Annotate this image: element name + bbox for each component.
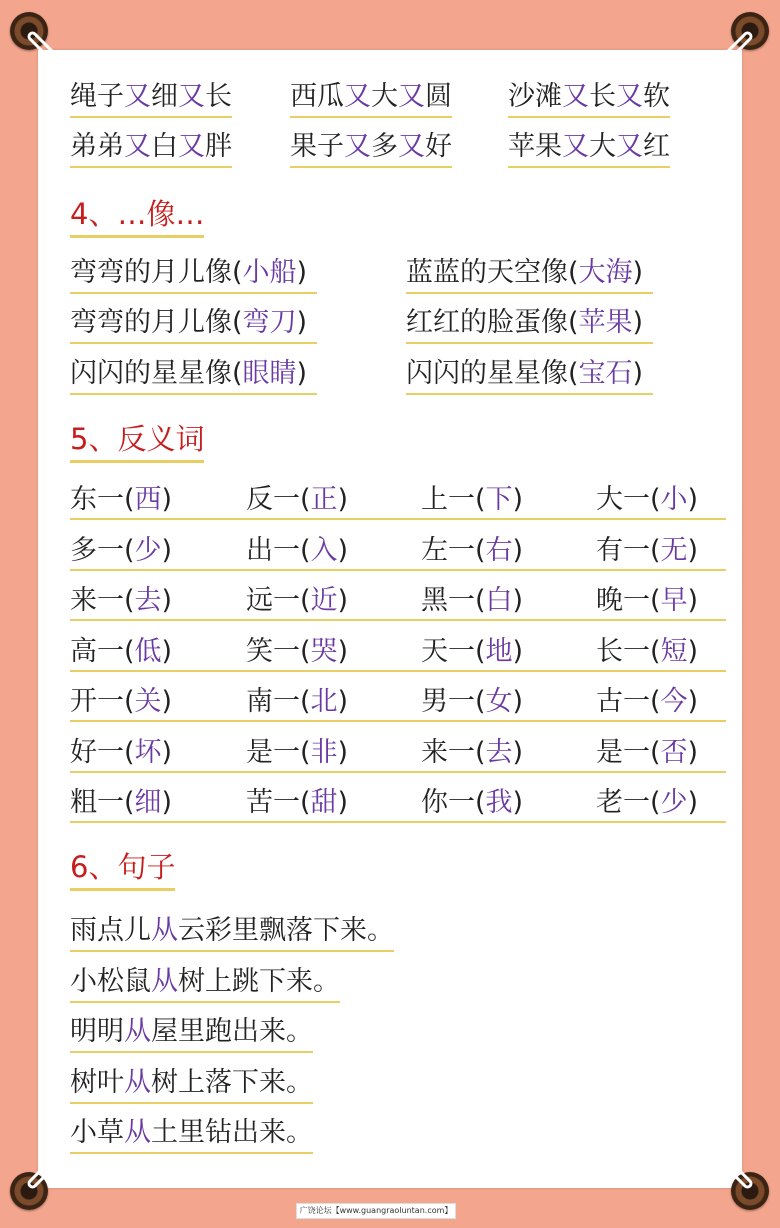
antonym-word: 好一( bbox=[70, 737, 135, 768]
sentence-underline bbox=[70, 1015, 313, 1053]
phrase-highlight: 又 bbox=[178, 81, 205, 112]
phrase-item bbox=[508, 80, 670, 118]
phrase-underline bbox=[508, 130, 670, 168]
antonym-item bbox=[70, 786, 172, 820]
antonym-word: 出一( bbox=[246, 535, 311, 566]
antonym-item bbox=[421, 584, 523, 618]
antonym-answer: 今 bbox=[660, 686, 688, 717]
antonym-close: ) bbox=[337, 484, 349, 515]
antonym-close: ) bbox=[687, 535, 699, 566]
antonym-close: ) bbox=[687, 636, 699, 667]
sentence-underline bbox=[70, 1116, 313, 1154]
antonym-row-underline bbox=[70, 569, 726, 571]
antonym-answer: 去 bbox=[485, 737, 513, 768]
antonym-item bbox=[246, 786, 348, 820]
antonym-item bbox=[246, 635, 348, 669]
phrase-word: 好 bbox=[425, 131, 452, 162]
antonym-word: 来一( bbox=[421, 737, 486, 768]
antonym-word: 粗一( bbox=[70, 787, 135, 818]
antonym-close: ) bbox=[161, 585, 173, 616]
sentence-underline bbox=[70, 1066, 313, 1104]
phrase-item bbox=[290, 130, 452, 168]
sentence-highlight: 从 bbox=[151, 915, 178, 946]
antonym-word: 有一( bbox=[596, 535, 661, 566]
antonym-close: ) bbox=[161, 787, 173, 818]
antonym-word: 是一( bbox=[596, 737, 661, 768]
simile-underline bbox=[406, 357, 653, 395]
antonym-word: 古一( bbox=[596, 686, 661, 717]
antonym-item bbox=[70, 534, 172, 568]
antonym-answer: 细 bbox=[134, 787, 162, 818]
phrase-word: 圆 bbox=[425, 81, 452, 112]
simile-item bbox=[406, 256, 653, 294]
antonym-answer: 低 bbox=[134, 636, 162, 667]
antonym-close: ) bbox=[687, 484, 699, 515]
simile-item bbox=[70, 256, 317, 294]
antonym-close: ) bbox=[687, 585, 699, 616]
antonym-close: ) bbox=[337, 737, 349, 768]
sentence-item bbox=[70, 1116, 313, 1154]
antonym-word: 天一( bbox=[421, 636, 486, 667]
antonym-item bbox=[421, 786, 523, 820]
antonym-close: ) bbox=[161, 737, 173, 768]
footer-watermark: 广饶论坛【www.guangraoluntan.com】 bbox=[296, 1203, 456, 1219]
simile-text: ) bbox=[632, 358, 644, 389]
phrase-item bbox=[70, 80, 232, 118]
antonym-close: ) bbox=[512, 787, 524, 818]
antonym-answer: 近 bbox=[310, 585, 338, 616]
phrase-highlight: 又 bbox=[398, 131, 425, 162]
sentence-text: 土里钻出来。 bbox=[151, 1117, 313, 1148]
antonym-row-underline bbox=[70, 720, 726, 722]
antonym-close: ) bbox=[512, 484, 524, 515]
section-heading: 4、…像… bbox=[70, 196, 204, 238]
antonym-item bbox=[246, 584, 348, 618]
antonym-item bbox=[70, 584, 172, 618]
simile-underline bbox=[406, 256, 653, 294]
antonym-close: ) bbox=[161, 484, 173, 515]
antonym-answer: 我 bbox=[485, 787, 513, 818]
antonym-word: 笑一( bbox=[246, 636, 311, 667]
antonym-close: ) bbox=[337, 535, 349, 566]
sentence-text: 明明 bbox=[70, 1016, 124, 1047]
antonym-answer: 短 bbox=[660, 636, 688, 667]
sentence-item bbox=[70, 914, 394, 952]
antonym-row-underline bbox=[70, 771, 726, 773]
phrase-word: 胖 bbox=[205, 131, 232, 162]
phrase-underline bbox=[290, 80, 452, 118]
phrase-word: 长 bbox=[205, 81, 232, 112]
simile-text: 闪闪的星星像( bbox=[70, 358, 243, 389]
antonym-row-underline bbox=[70, 821, 726, 823]
phrase-highlight: 又 bbox=[562, 131, 589, 162]
antonym-item bbox=[596, 736, 698, 770]
antonym-answer: 无 bbox=[660, 535, 688, 566]
antonym-item bbox=[246, 736, 348, 770]
sentence-highlight: 从 bbox=[124, 1016, 151, 1047]
sentence-text: 小草 bbox=[70, 1117, 124, 1148]
antonym-close: ) bbox=[161, 636, 173, 667]
antonym-word: 男一( bbox=[421, 686, 486, 717]
antonym-close: ) bbox=[161, 686, 173, 717]
antonym-close: ) bbox=[512, 535, 524, 566]
antonym-answer: 少 bbox=[134, 535, 162, 566]
antonym-answer: 甜 bbox=[310, 787, 338, 818]
phrase-word: 红 bbox=[643, 131, 670, 162]
phrase-word: 西瓜 bbox=[290, 81, 344, 112]
simile-item bbox=[70, 306, 317, 344]
antonym-item bbox=[421, 685, 523, 719]
antonym-item bbox=[596, 786, 698, 820]
antonym-word: 你一( bbox=[421, 787, 486, 818]
antonym-answer: 小 bbox=[660, 484, 688, 515]
antonym-word: 来一( bbox=[70, 585, 135, 616]
simile-answer: 小船 bbox=[242, 257, 297, 288]
phrase-word: 弟弟 bbox=[70, 131, 124, 162]
antonym-close: ) bbox=[337, 585, 349, 616]
simile-answer: 眼睛 bbox=[242, 358, 297, 389]
sentence-item bbox=[70, 1015, 313, 1053]
antonym-row-underline bbox=[70, 518, 726, 520]
antonym-close: ) bbox=[512, 585, 524, 616]
phrase-word: 果子 bbox=[290, 131, 344, 162]
simile-text: 红红的脸蛋像( bbox=[406, 307, 579, 338]
antonym-item bbox=[596, 584, 698, 618]
sentence-underline bbox=[70, 914, 394, 952]
antonym-word: 左一( bbox=[421, 535, 486, 566]
antonym-answer: 少 bbox=[660, 787, 688, 818]
antonym-item bbox=[421, 483, 523, 517]
phrase-word: 白 bbox=[151, 131, 178, 162]
antonym-row-underline bbox=[70, 619, 726, 621]
antonym-answer: 西 bbox=[134, 484, 162, 515]
antonym-answer: 非 bbox=[310, 737, 338, 768]
antonym-item bbox=[70, 635, 172, 669]
antonym-answer: 入 bbox=[310, 535, 338, 566]
sentence-highlight: 从 bbox=[151, 966, 178, 997]
antonym-close: ) bbox=[687, 686, 699, 717]
antonym-answer: 去 bbox=[134, 585, 162, 616]
antonym-answer: 哭 bbox=[310, 636, 338, 667]
phrase-highlight: 又 bbox=[616, 131, 643, 162]
antonym-close: ) bbox=[337, 636, 349, 667]
antonym-word: 反一( bbox=[246, 484, 311, 515]
antonym-word: 高一( bbox=[70, 636, 135, 667]
sentence-text: 树上跳下来。 bbox=[178, 966, 340, 997]
antonym-word: 长一( bbox=[596, 636, 661, 667]
phrase-word: 大 bbox=[371, 81, 398, 112]
antonym-word: 苦一( bbox=[246, 787, 311, 818]
antonym-answer: 北 bbox=[310, 686, 338, 717]
antonym-word: 大一( bbox=[596, 484, 661, 515]
antonym-item bbox=[596, 483, 698, 517]
antonym-row-underline bbox=[70, 670, 726, 672]
antonym-word: 是一( bbox=[246, 737, 311, 768]
phrase-highlight: 又 bbox=[616, 81, 643, 112]
antonym-word: 老一( bbox=[596, 787, 661, 818]
antonym-answer: 下 bbox=[485, 484, 513, 515]
phrase-underline bbox=[70, 80, 232, 118]
phrase-word: 多 bbox=[371, 131, 398, 162]
antonym-close: ) bbox=[337, 686, 349, 717]
antonym-answer: 否 bbox=[660, 737, 688, 768]
sentence-text: 屋里跑出来。 bbox=[151, 1016, 313, 1047]
simile-text: 闪闪的星星像( bbox=[406, 358, 579, 389]
antonym-item bbox=[70, 736, 172, 770]
antonym-item bbox=[246, 534, 348, 568]
antonym-answer: 关 bbox=[134, 686, 162, 717]
phrase-highlight: 又 bbox=[344, 131, 371, 162]
antonym-item bbox=[246, 685, 348, 719]
sentence-underline bbox=[70, 965, 340, 1003]
antonym-close: ) bbox=[687, 737, 699, 768]
antonym-close: ) bbox=[687, 787, 699, 818]
section-heading: 6、句子 bbox=[70, 849, 175, 891]
simile-item bbox=[70, 357, 317, 395]
antonym-word: 多一( bbox=[70, 535, 135, 566]
antonym-word: 黑一( bbox=[421, 585, 486, 616]
phrase-highlight: 又 bbox=[398, 81, 425, 112]
antonym-item bbox=[596, 534, 698, 568]
antonym-item bbox=[421, 534, 523, 568]
simile-item bbox=[406, 306, 653, 344]
phrase-highlight: 又 bbox=[344, 81, 371, 112]
antonym-answer: 白 bbox=[485, 585, 513, 616]
phrase-highlight: 又 bbox=[124, 81, 151, 112]
antonym-close: ) bbox=[161, 535, 173, 566]
simile-answer: 弯刀 bbox=[242, 307, 297, 338]
antonym-item bbox=[70, 685, 172, 719]
simile-text: ) bbox=[632, 307, 644, 338]
sentence-text: 树叶 bbox=[70, 1067, 124, 1098]
antonym-word: 开一( bbox=[70, 686, 135, 717]
simile-underline bbox=[70, 306, 317, 344]
antonym-item bbox=[421, 736, 523, 770]
phrase-word: 绳子 bbox=[70, 81, 124, 112]
simile-text: ) bbox=[296, 307, 308, 338]
simile-underline bbox=[406, 306, 653, 344]
phrase-item bbox=[70, 130, 232, 168]
antonym-item bbox=[596, 635, 698, 669]
phrase-word: 软 bbox=[643, 81, 670, 112]
antonym-word: 晚一( bbox=[596, 585, 661, 616]
antonym-item bbox=[70, 483, 172, 517]
phrase-item bbox=[290, 80, 452, 118]
sentence-highlight: 从 bbox=[124, 1117, 151, 1148]
simile-text: 弯弯的月儿像( bbox=[70, 307, 243, 338]
phrase-highlight: 又 bbox=[124, 131, 151, 162]
antonym-close: ) bbox=[512, 636, 524, 667]
antonym-answer: 坏 bbox=[134, 737, 162, 768]
section-heading: 5、反义词 bbox=[70, 421, 204, 463]
phrase-word: 苹果 bbox=[508, 131, 562, 162]
sentence-item bbox=[70, 1066, 313, 1104]
phrase-word: 沙滩 bbox=[508, 81, 562, 112]
sentence-text: 雨点儿 bbox=[70, 915, 151, 946]
antonym-item bbox=[596, 685, 698, 719]
simile-answer: 苹果 bbox=[578, 307, 633, 338]
phrase-underline bbox=[70, 130, 232, 168]
phrase-word: 长 bbox=[589, 81, 616, 112]
sentence-text: 云彩里飘落下来。 bbox=[178, 915, 394, 946]
antonym-item bbox=[421, 635, 523, 669]
simile-text: ) bbox=[296, 358, 308, 389]
sentence-item bbox=[70, 965, 340, 1003]
simile-answer: 宝石 bbox=[578, 358, 633, 389]
simile-text: ) bbox=[632, 257, 644, 288]
phrase-word: 细 bbox=[151, 81, 178, 112]
sentence-highlight: 从 bbox=[124, 1067, 151, 1098]
phrase-word: 大 bbox=[589, 131, 616, 162]
simile-underline bbox=[70, 256, 317, 294]
simile-text: ) bbox=[296, 257, 308, 288]
antonym-word: 上一( bbox=[421, 484, 486, 515]
antonym-word: 东一( bbox=[70, 484, 135, 515]
antonym-answer: 早 bbox=[660, 585, 688, 616]
antonym-close: ) bbox=[512, 737, 524, 768]
antonym-answer: 地 bbox=[485, 636, 513, 667]
simile-text: 弯弯的月儿像( bbox=[70, 257, 243, 288]
simile-item bbox=[406, 357, 653, 395]
phrase-item bbox=[508, 130, 670, 168]
simile-text: 蓝蓝的天空像( bbox=[406, 257, 579, 288]
sentence-text: 树上落下来。 bbox=[151, 1067, 313, 1098]
antonym-word: 南一( bbox=[246, 686, 311, 717]
sentence-text: 小松鼠 bbox=[70, 966, 151, 997]
antonym-answer: 正 bbox=[310, 484, 338, 515]
antonym-word: 远一( bbox=[246, 585, 311, 616]
antonym-answer: 右 bbox=[485, 535, 513, 566]
phrase-underline bbox=[290, 130, 452, 168]
simile-underline bbox=[70, 357, 317, 395]
antonym-item bbox=[246, 483, 348, 517]
antonym-close: ) bbox=[512, 686, 524, 717]
antonym-answer: 女 bbox=[485, 686, 513, 717]
phrase-highlight: 又 bbox=[562, 81, 589, 112]
phrase-highlight: 又 bbox=[178, 131, 205, 162]
simile-answer: 大海 bbox=[578, 257, 633, 288]
phrase-underline bbox=[508, 80, 670, 118]
antonym-close: ) bbox=[337, 787, 349, 818]
